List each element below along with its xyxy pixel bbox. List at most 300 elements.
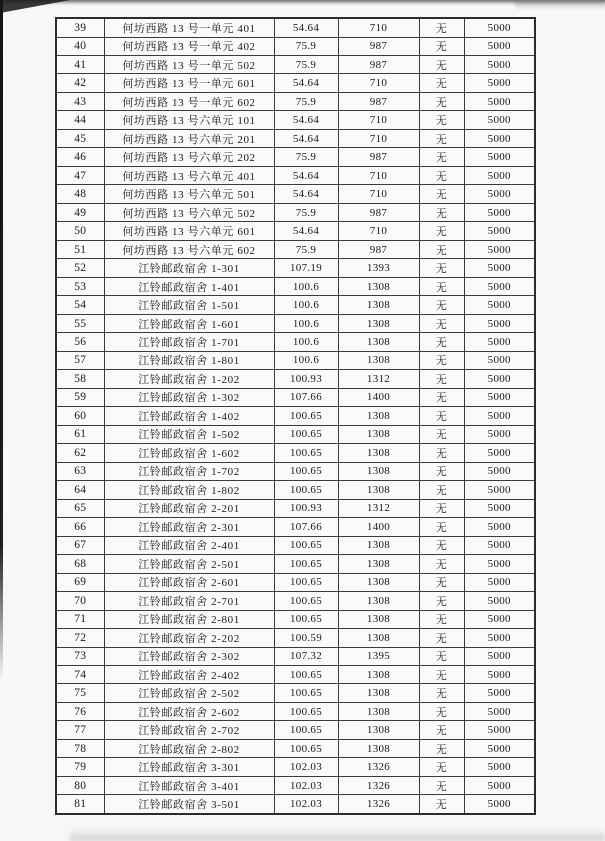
area-cell: 100.6 <box>274 277 338 295</box>
address-cell: 何坊西路 13 号六单元 401 <box>104 166 274 184</box>
address-cell: 何坊西路 13 号六单元 601 <box>104 222 274 240</box>
row-number-cell: 60 <box>56 407 104 425</box>
none-flag-cell: 无 <box>419 758 464 776</box>
address-cell: 江铃邮政宿舍 1-301 <box>104 259 274 277</box>
address-cell: 江铃邮政宿舍 1-202 <box>104 370 274 388</box>
address-cell: 何坊西路 13 号六单元 502 <box>104 203 274 221</box>
value-cell: 1395 <box>338 647 419 665</box>
value-cell: 987 <box>338 148 419 166</box>
amount-cell: 5000 <box>464 739 535 757</box>
area-cell: 54.64 <box>274 166 338 184</box>
amount-cell: 5000 <box>464 111 535 129</box>
value-cell: 1308 <box>338 462 419 480</box>
none-flag-cell: 无 <box>419 573 464 591</box>
none-flag-cell: 无 <box>419 259 464 277</box>
area-cell: 75.9 <box>274 240 338 258</box>
none-flag-cell: 无 <box>419 333 464 351</box>
apartment-listing-table <box>55 17 536 815</box>
none-flag-cell: 无 <box>419 74 464 92</box>
value-cell: 1308 <box>338 425 419 443</box>
table-row <box>56 462 535 480</box>
address-cell: 何坊西路 13 号一单元 401 <box>104 18 274 37</box>
address-cell: 江铃邮政宿舍 2-702 <box>104 721 274 739</box>
amount-cell: 5000 <box>464 684 535 702</box>
amount-cell: 5000 <box>464 555 535 573</box>
area-cell: 100.6 <box>274 351 338 369</box>
none-flag-cell: 无 <box>419 518 464 536</box>
area-cell: 75.9 <box>274 92 338 110</box>
address-cell: 江铃邮政宿舍 1-302 <box>104 388 274 406</box>
address-cell: 江铃邮政宿舍 1-801 <box>104 351 274 369</box>
area-cell: 54.64 <box>274 185 338 203</box>
amount-cell: 5000 <box>464 129 535 147</box>
area-cell: 102.03 <box>274 758 338 776</box>
amount-cell: 5000 <box>464 314 535 332</box>
row-number-cell: 66 <box>56 518 104 536</box>
value-cell: 1326 <box>338 776 419 794</box>
row-number-cell: 51 <box>56 240 104 258</box>
amount-cell: 5000 <box>464 18 535 37</box>
address-cell: 江铃邮政宿舍 2-601 <box>104 573 274 591</box>
amount-cell: 5000 <box>464 351 535 369</box>
amount-cell: 5000 <box>464 665 535 683</box>
row-number-cell: 63 <box>56 462 104 480</box>
area-cell: 75.9 <box>274 56 338 74</box>
amount-cell: 5000 <box>464 425 535 443</box>
apartment-table-body <box>56 18 535 814</box>
row-number-cell: 46 <box>56 148 104 166</box>
value-cell: 1326 <box>338 795 419 814</box>
amount-cell: 5000 <box>464 333 535 351</box>
value-cell: 1308 <box>338 629 419 647</box>
scan-corner-artifact <box>0 0 70 13</box>
area-cell: 100.65 <box>274 573 338 591</box>
row-number-cell: 56 <box>56 333 104 351</box>
area-cell: 100.6 <box>274 314 338 332</box>
row-number-cell: 62 <box>56 444 104 462</box>
table-row <box>56 185 535 203</box>
none-flag-cell: 无 <box>419 610 464 628</box>
none-flag-cell: 无 <box>419 388 464 406</box>
none-flag-cell: 无 <box>419 203 464 221</box>
address-cell: 何坊西路 13 号一单元 602 <box>104 92 274 110</box>
area-cell: 100.65 <box>274 555 338 573</box>
none-flag-cell: 无 <box>419 721 464 739</box>
address-cell: 何坊西路 13 号六单元 202 <box>104 148 274 166</box>
row-number-cell: 45 <box>56 129 104 147</box>
area-cell: 54.64 <box>274 18 338 37</box>
table-row <box>56 665 535 683</box>
table-row <box>56 573 535 591</box>
table-row <box>56 739 535 757</box>
address-cell: 江铃邮政宿舍 3-301 <box>104 758 274 776</box>
value-cell: 1308 <box>338 296 419 314</box>
value-cell: 1400 <box>338 388 419 406</box>
address-cell: 江铃邮政宿舍 3-501 <box>104 795 274 814</box>
address-cell: 江铃邮政宿舍 1-501 <box>104 296 274 314</box>
table-row <box>56 518 535 536</box>
value-cell: 710 <box>338 18 419 37</box>
value-cell: 1308 <box>338 277 419 295</box>
amount-cell: 5000 <box>464 629 535 647</box>
area-cell: 100.65 <box>274 444 338 462</box>
amount-cell: 5000 <box>464 776 535 794</box>
amount-cell: 5000 <box>464 647 535 665</box>
amount-cell: 5000 <box>464 536 535 554</box>
amount-cell: 5000 <box>464 702 535 720</box>
amount-cell: 5000 <box>464 444 535 462</box>
table-row <box>56 536 535 554</box>
value-cell: 710 <box>338 185 419 203</box>
row-number-cell: 48 <box>56 185 104 203</box>
none-flag-cell: 无 <box>419 702 464 720</box>
row-number-cell: 43 <box>56 92 104 110</box>
none-flag-cell: 无 <box>419 166 464 184</box>
none-flag-cell: 无 <box>419 684 464 702</box>
area-cell: 100.65 <box>274 462 338 480</box>
table-row <box>56 222 535 240</box>
table-row <box>56 425 535 443</box>
address-cell: 江铃邮政宿舍 1-701 <box>104 333 274 351</box>
table-row <box>56 166 535 184</box>
value-cell: 1308 <box>338 351 419 369</box>
none-flag-cell: 无 <box>419 795 464 814</box>
address-cell: 江铃邮政宿舍 1-402 <box>104 407 274 425</box>
address-cell: 何坊西路 13 号六单元 201 <box>104 129 274 147</box>
address-cell: 江铃邮政宿舍 2-302 <box>104 647 274 665</box>
row-number-cell: 41 <box>56 56 104 74</box>
none-flag-cell: 无 <box>419 111 464 129</box>
amount-cell: 5000 <box>464 388 535 406</box>
area-cell: 54.64 <box>274 111 338 129</box>
scan-top-right-artifact <box>515 0 605 10</box>
amount-cell: 5000 <box>464 296 535 314</box>
none-flag-cell: 无 <box>419 425 464 443</box>
none-flag-cell: 无 <box>419 296 464 314</box>
address-cell: 何坊西路 13 号六单元 501 <box>104 185 274 203</box>
table-row <box>56 203 535 221</box>
row-number-cell: 72 <box>56 629 104 647</box>
row-number-cell: 73 <box>56 647 104 665</box>
row-number-cell: 49 <box>56 203 104 221</box>
address-cell: 江铃邮政宿舍 1-602 <box>104 444 274 462</box>
value-cell: 1312 <box>338 370 419 388</box>
area-cell: 54.64 <box>274 222 338 240</box>
area-cell: 100.93 <box>274 499 338 517</box>
amount-cell: 5000 <box>464 407 535 425</box>
amount-cell: 5000 <box>464 518 535 536</box>
value-cell: 1308 <box>338 444 419 462</box>
address-cell: 江铃邮政宿舍 2-701 <box>104 592 274 610</box>
row-number-cell: 65 <box>56 499 104 517</box>
area-cell: 100.65 <box>274 739 338 757</box>
row-number-cell: 64 <box>56 481 104 499</box>
table-row <box>56 56 535 74</box>
area-cell: 100.93 <box>274 370 338 388</box>
amount-cell: 5000 <box>464 203 535 221</box>
row-number-cell: 78 <box>56 739 104 757</box>
area-cell: 75.9 <box>274 37 338 55</box>
table-row <box>56 351 535 369</box>
table-row <box>56 407 535 425</box>
row-number-cell: 77 <box>56 721 104 739</box>
none-flag-cell: 无 <box>419 407 464 425</box>
value-cell: 987 <box>338 92 419 110</box>
amount-cell: 5000 <box>464 277 535 295</box>
area-cell: 100.65 <box>274 610 338 628</box>
scan-top-edge-artifact <box>0 0 605 6</box>
amount-cell: 5000 <box>464 37 535 55</box>
scan-left-edge-artifact <box>0 0 3 680</box>
none-flag-cell: 无 <box>419 776 464 794</box>
table-row <box>56 758 535 776</box>
value-cell: 1308 <box>338 333 419 351</box>
row-number-cell: 76 <box>56 702 104 720</box>
value-cell: 710 <box>338 111 419 129</box>
value-cell: 1308 <box>338 481 419 499</box>
table-row <box>56 18 535 37</box>
amount-cell: 5000 <box>464 573 535 591</box>
area-cell: 75.9 <box>274 203 338 221</box>
amount-cell: 5000 <box>464 481 535 499</box>
area-cell: 100.6 <box>274 333 338 351</box>
address-cell: 江铃邮政宿舍 2-301 <box>104 518 274 536</box>
address-cell: 江铃邮政宿舍 2-501 <box>104 555 274 573</box>
value-cell: 1308 <box>338 407 419 425</box>
table-row <box>56 481 535 499</box>
area-cell: 100.65 <box>274 684 338 702</box>
value-cell: 1308 <box>338 555 419 573</box>
row-number-cell: 57 <box>56 351 104 369</box>
none-flag-cell: 无 <box>419 499 464 517</box>
row-number-cell: 70 <box>56 592 104 610</box>
area-cell: 107.32 <box>274 647 338 665</box>
row-number-cell: 68 <box>56 555 104 573</box>
row-number-cell: 61 <box>56 425 104 443</box>
row-number-cell: 50 <box>56 222 104 240</box>
amount-cell: 5000 <box>464 610 535 628</box>
area-cell: 107.66 <box>274 518 338 536</box>
row-number-cell: 81 <box>56 795 104 814</box>
value-cell: 1326 <box>338 758 419 776</box>
row-number-cell: 40 <box>56 37 104 55</box>
table-row <box>56 795 535 814</box>
amount-cell: 5000 <box>464 370 535 388</box>
address-cell: 江铃邮政宿舍 2-401 <box>104 536 274 554</box>
amount-cell: 5000 <box>464 92 535 110</box>
area-cell: 100.65 <box>274 665 338 683</box>
none-flag-cell: 无 <box>419 92 464 110</box>
amount-cell: 5000 <box>464 185 535 203</box>
row-number-cell: 80 <box>56 776 104 794</box>
address-cell: 江铃邮政宿舍 2-201 <box>104 499 274 517</box>
amount-cell: 5000 <box>464 240 535 258</box>
table-row <box>56 333 535 351</box>
table-row <box>56 555 535 573</box>
row-number-cell: 69 <box>56 573 104 591</box>
none-flag-cell: 无 <box>419 18 464 37</box>
none-flag-cell: 无 <box>419 277 464 295</box>
table-row <box>56 647 535 665</box>
amount-cell: 5000 <box>464 166 535 184</box>
address-cell: 何坊西路 13 号一单元 502 <box>104 56 274 74</box>
row-number-cell: 58 <box>56 370 104 388</box>
address-cell: 江铃邮政宿舍 2-602 <box>104 702 274 720</box>
address-cell: 何坊西路 13 号六单元 602 <box>104 240 274 258</box>
amount-cell: 5000 <box>464 758 535 776</box>
address-cell: 江铃邮政宿舍 2-202 <box>104 629 274 647</box>
none-flag-cell: 无 <box>419 185 464 203</box>
none-flag-cell: 无 <box>419 314 464 332</box>
row-number-cell: 42 <box>56 74 104 92</box>
value-cell: 710 <box>338 222 419 240</box>
table-row <box>56 702 535 720</box>
value-cell: 1308 <box>338 314 419 332</box>
value-cell: 1308 <box>338 739 419 757</box>
scan-bottom-edge-artifact <box>70 829 605 841</box>
area-cell: 107.19 <box>274 259 338 277</box>
none-flag-cell: 无 <box>419 481 464 499</box>
area-cell: 100.6 <box>274 296 338 314</box>
amount-cell: 5000 <box>464 795 535 814</box>
table-row <box>56 592 535 610</box>
address-cell: 江铃邮政宿舍 2-801 <box>104 610 274 628</box>
none-flag-cell: 无 <box>419 240 464 258</box>
area-cell: 100.65 <box>274 592 338 610</box>
value-cell: 1400 <box>338 518 419 536</box>
row-number-cell: 79 <box>56 758 104 776</box>
table-row <box>56 259 535 277</box>
value-cell: 1308 <box>338 573 419 591</box>
table-row <box>56 129 535 147</box>
address-cell: 江铃邮政宿舍 2-502 <box>104 684 274 702</box>
none-flag-cell: 无 <box>419 739 464 757</box>
amount-cell: 5000 <box>464 74 535 92</box>
value-cell: 987 <box>338 37 419 55</box>
table-row <box>56 444 535 462</box>
row-number-cell: 71 <box>56 610 104 628</box>
row-number-cell: 59 <box>56 388 104 406</box>
none-flag-cell: 无 <box>419 555 464 573</box>
value-cell: 1308 <box>338 592 419 610</box>
address-cell: 江铃邮政宿舍 1-601 <box>104 314 274 332</box>
table-row <box>56 74 535 92</box>
area-cell: 102.03 <box>274 776 338 794</box>
value-cell: 1308 <box>338 610 419 628</box>
table-row <box>56 314 535 332</box>
table-row <box>56 296 535 314</box>
amount-cell: 5000 <box>464 462 535 480</box>
amount-cell: 5000 <box>464 721 535 739</box>
table-row <box>56 370 535 388</box>
row-number-cell: 67 <box>56 536 104 554</box>
none-flag-cell: 无 <box>419 222 464 240</box>
row-number-cell: 44 <box>56 111 104 129</box>
row-number-cell: 74 <box>56 665 104 683</box>
amount-cell: 5000 <box>464 259 535 277</box>
none-flag-cell: 无 <box>419 56 464 74</box>
area-cell: 100.65 <box>274 425 338 443</box>
address-cell: 何坊西路 13 号一单元 601 <box>104 74 274 92</box>
value-cell: 710 <box>338 166 419 184</box>
area-cell: 75.9 <box>274 148 338 166</box>
table-row <box>56 277 535 295</box>
amount-cell: 5000 <box>464 148 535 166</box>
table-row <box>56 148 535 166</box>
value-cell: 987 <box>338 240 419 258</box>
table-row <box>56 610 535 628</box>
amount-cell: 5000 <box>464 222 535 240</box>
table-row <box>56 240 535 258</box>
area-cell: 100.65 <box>274 481 338 499</box>
row-number-cell: 47 <box>56 166 104 184</box>
value-cell: 1312 <box>338 499 419 517</box>
table-row <box>56 721 535 739</box>
address-cell: 江铃邮政宿舍 2-402 <box>104 665 274 683</box>
address-cell: 江铃邮政宿舍 2-802 <box>104 739 274 757</box>
address-cell: 何坊西路 13 号六单元 101 <box>104 111 274 129</box>
area-cell: 100.65 <box>274 407 338 425</box>
none-flag-cell: 无 <box>419 592 464 610</box>
value-cell: 1393 <box>338 259 419 277</box>
none-flag-cell: 无 <box>419 462 464 480</box>
value-cell: 987 <box>338 203 419 221</box>
table-row <box>56 499 535 517</box>
value-cell: 1308 <box>338 536 419 554</box>
area-cell: 102.03 <box>274 795 338 814</box>
table-row <box>56 111 535 129</box>
value-cell: 1308 <box>338 665 419 683</box>
value-cell: 1308 <box>338 684 419 702</box>
amount-cell: 5000 <box>464 56 535 74</box>
table-row <box>56 629 535 647</box>
row-number-cell: 75 <box>56 684 104 702</box>
area-cell: 107.66 <box>274 388 338 406</box>
table-row <box>56 37 535 55</box>
table-row <box>56 776 535 794</box>
value-cell: 710 <box>338 74 419 92</box>
row-number-cell: 55 <box>56 314 104 332</box>
value-cell: 987 <box>338 56 419 74</box>
area-cell: 54.64 <box>274 129 338 147</box>
none-flag-cell: 无 <box>419 129 464 147</box>
address-cell: 江铃邮政宿舍 1-401 <box>104 277 274 295</box>
area-cell: 100.65 <box>274 702 338 720</box>
none-flag-cell: 无 <box>419 629 464 647</box>
table-row <box>56 684 535 702</box>
value-cell: 710 <box>338 129 419 147</box>
area-cell: 54.64 <box>274 74 338 92</box>
none-flag-cell: 无 <box>419 148 464 166</box>
address-cell: 江铃邮政宿舍 3-401 <box>104 776 274 794</box>
none-flag-cell: 无 <box>419 647 464 665</box>
address-cell: 江铃邮政宿舍 1-702 <box>104 462 274 480</box>
amount-cell: 5000 <box>464 499 535 517</box>
amount-cell: 5000 <box>464 592 535 610</box>
area-cell: 100.65 <box>274 536 338 554</box>
row-number-cell: 54 <box>56 296 104 314</box>
table-row <box>56 92 535 110</box>
none-flag-cell: 无 <box>419 370 464 388</box>
value-cell: 1308 <box>338 721 419 739</box>
address-cell: 江铃邮政宿舍 1-802 <box>104 481 274 499</box>
row-number-cell: 53 <box>56 277 104 295</box>
area-cell: 100.65 <box>274 721 338 739</box>
value-cell: 1308 <box>338 702 419 720</box>
row-number-cell: 52 <box>56 259 104 277</box>
none-flag-cell: 无 <box>419 665 464 683</box>
none-flag-cell: 无 <box>419 351 464 369</box>
